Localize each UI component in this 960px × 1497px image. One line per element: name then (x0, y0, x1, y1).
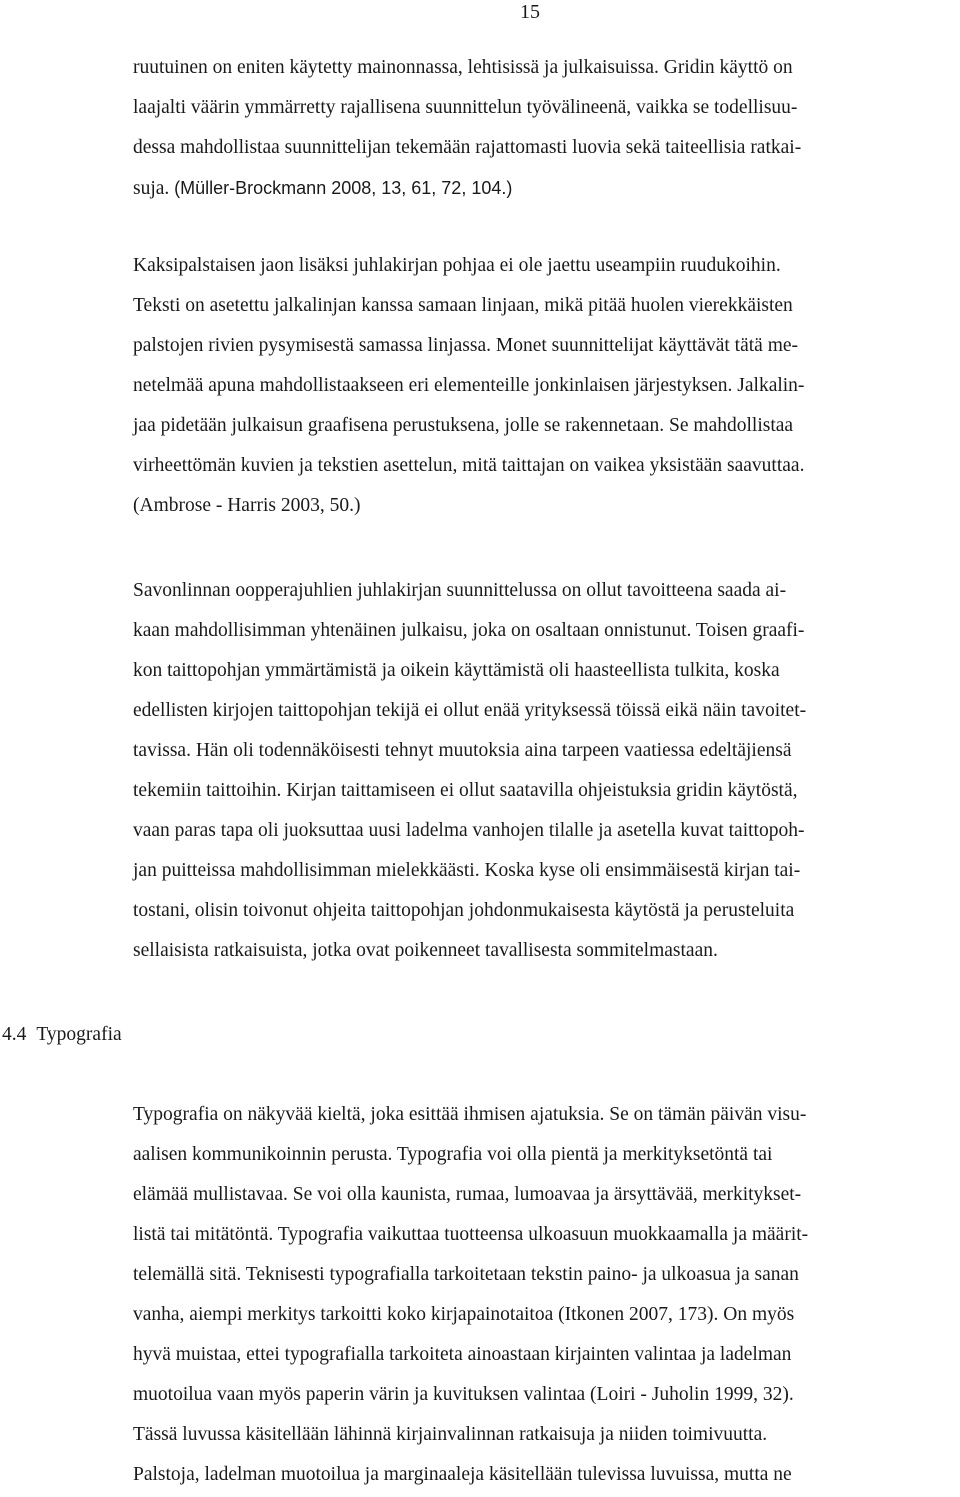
text-line (133, 811, 806, 851)
paragraph-grid-usage (133, 48, 801, 208)
section-title: Typografia (36, 1024, 122, 1045)
text-line (133, 168, 801, 208)
text-line (133, 571, 806, 611)
text-line (133, 651, 806, 691)
body-text: Kaksipalstaisen jaon lisäksi juhlakirjan pohjaa ei ole jaettu useampiin ruudukoihin. (133, 255, 781, 276)
body-text: elämää mullistavaa. Se voi olla kaunista, rumaa, lumoavaa ja ärsyttävää, merkitykset- (133, 1184, 802, 1205)
paragraph-baseline-grid (133, 246, 804, 526)
text-line (133, 366, 804, 406)
body-text: vanha, aiempi merkitys tarkoitti koko kirjapainotaitoa (Itkonen 2007, 173). On myös (133, 1304, 795, 1325)
text-line (133, 1335, 808, 1375)
body-text: Savonlinnan oopperajuhlien juhlakirjan suunnittelussa on ollut tavoitteena saada ai- (133, 580, 787, 601)
body-text: suja. (133, 178, 175, 199)
body-text: edellisten kirjojen taittopohjan tekijä ei ollut enää yrityksessä töissä eikä näin tavoitet- (133, 700, 807, 721)
text-line (133, 246, 804, 286)
text-line (133, 851, 806, 891)
text-line (133, 1095, 808, 1135)
body-text: Tässä luvussa käsitellään lähinnä kirjainvalinnan ratkaisuja ja niiden toimivuutta. (133, 1424, 768, 1445)
text-line (133, 1135, 808, 1175)
text-line (133, 731, 806, 771)
body-text: hyvä muistaa, ettei typografialla tarkoiteta ainoastaan kirjainten valintaa ja ladelman (133, 1344, 792, 1365)
body-text: Teksti on asetettu jalkalinjan kanssa samaan linjaan, mikä pitää huolen vierekkäisten (133, 295, 793, 316)
body-text: Typografia on näkyvää kieltä, joka esittää ihmisen ajatuksia. Se on tämän päivän visu- (133, 1104, 807, 1125)
text-line (133, 128, 801, 168)
text-line (133, 406, 804, 446)
body-text: laajalti väärin ymmärretty rajallisena suunnittelun työvälineenä, vaikka se todellisuu- (133, 97, 798, 118)
text-line (133, 326, 804, 366)
text-line (133, 771, 806, 811)
text-line (133, 1215, 808, 1255)
text-line (133, 286, 804, 326)
text-line (133, 891, 806, 931)
body-text: telemällä sitä. Teknisesti typografialla tarkoitetaan tekstin paino- ja ulkoasua ja sanan (133, 1264, 799, 1285)
body-text: jan puitteissa mahdollisimman mielekkäästi. Koska kyse oli ensimmäisestä kirjan tai- (133, 860, 801, 881)
body-text: listä tai mitätöntä. Typografia vaikuttaa tuotteensa ulkoasuun muokkaamalla ja määrit- (133, 1224, 809, 1245)
body-text: muotoilua vaan myös paperin värin ja kuvituksen valintaa (Loiri - Juholin 1999, 32). (133, 1384, 794, 1405)
body-text: ruutuinen on eniten käytetty mainonnassa, lehtisissä ja julkaisuissa. Gridin käyttö on (133, 57, 793, 78)
text-line (133, 88, 801, 128)
text-line (133, 611, 806, 651)
citation-text: (Müller-Brockmann 2008, 13, 61, 72, 104.) (174, 178, 513, 198)
body-text: virheettömän kuvien ja tekstien asettelun, mitä taittajan on vaikea yksistään saavuttaa. (133, 455, 805, 476)
page-number: 15 (520, 1, 540, 23)
body-text: kon taittopohjan ymmärtämistä ja oikein käyttämistä oli haasteellista tulkita, koska (133, 660, 780, 681)
text-line (133, 1415, 808, 1455)
body-text: Palstoja, ladelman muotoilua ja marginaaleja käsitellään tulevissa luvuissa, mutta ne (133, 1464, 792, 1485)
section-heading (2, 1015, 122, 1055)
body-text: tavissa. Hän oli todennäköisesti tehnyt muutoksia aina tarpeen vaatiessa edeltäjiensä (133, 740, 792, 761)
text-line (133, 1255, 808, 1295)
text-line (133, 446, 804, 486)
body-text: tekemiin taittoihin. Kirjan taittamiseen ei ollut saatavilla ohjeistuksia gridin käytöstä, (133, 780, 798, 801)
text-line (133, 931, 806, 971)
text-line (133, 691, 806, 731)
body-text: kaan mahdollisimman yhtenäinen julkaisu, joka on osaltaan onnistunut. Toisen graafi- (133, 620, 805, 641)
body-text: (Ambrose - Harris 2003, 50.) (133, 495, 361, 516)
text-line (133, 486, 804, 526)
body-text: palstojen rivien pysymisestä samassa linjassa. Monet suunnittelijat käyttävät tätä me- (133, 335, 799, 356)
text-line (133, 1295, 808, 1335)
paragraph-book-layout (133, 571, 806, 971)
text-line (133, 1375, 808, 1415)
text-line (133, 1455, 808, 1495)
body-text: vaan paras tapa oli juoksuttaa uusi ladelma vanhojen tilalle ja asetella kuvat taittopoh- (133, 820, 805, 841)
paragraph-typography-intro (133, 1095, 808, 1495)
section-number: 4.4 (2, 1024, 27, 1045)
text-line (133, 1175, 808, 1215)
body-text: aalisen kommunikoinnin perusta. Typografia voi olla pientä ja merkityksetöntä tai (133, 1144, 773, 1165)
text-line (133, 48, 801, 88)
body-text: netelmää apuna mahdollistaakseen eri elementeille jonkinlaisen järjestyksen. Jalkalin- (133, 375, 805, 396)
body-text: tostani, olisin toivonut ohjeita taittopohjan johdonmukaisesta käytöstä ja perusteluita (133, 900, 795, 921)
body-text: jaa pidetään julkaisun graafisena perustuksena, jolle se rakennetaan. Se mahdollistaa (133, 415, 794, 436)
body-text: sellaisista ratkaisuista, jotka ovat poikenneet tavallisesta sommitelmastaan. (133, 940, 718, 961)
body-text: dessa mahdollistaa suunnittelijan tekemään rajattomasti luovia sekä taiteellisia ratkai- (133, 137, 802, 158)
